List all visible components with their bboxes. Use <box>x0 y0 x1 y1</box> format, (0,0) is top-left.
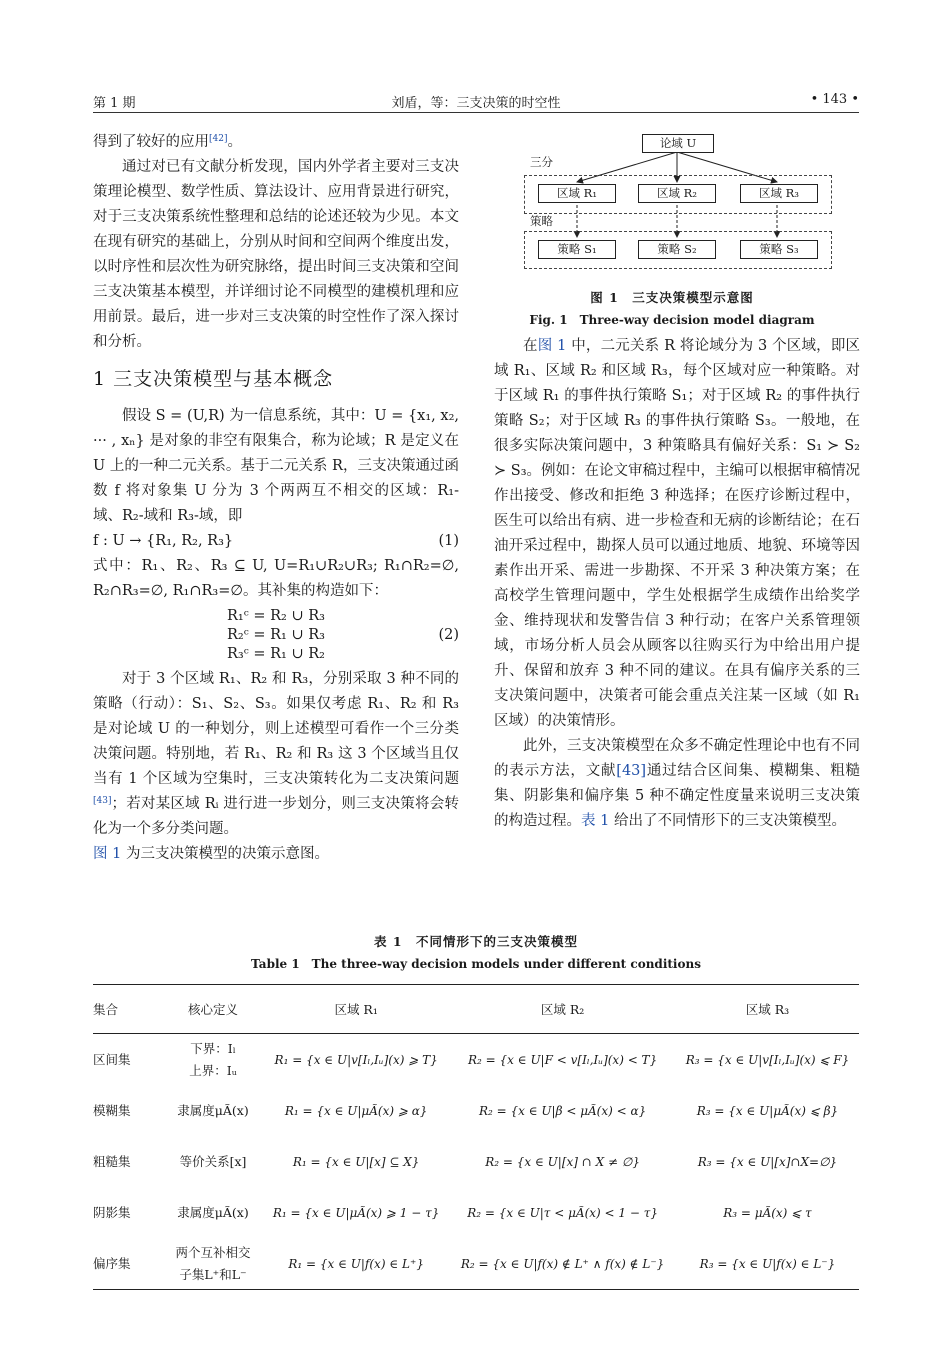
citation-link[interactable]: [43] <box>93 796 112 806</box>
region-r2-def: R₂ = {x ∈ U|β < μÃ(x) < α} <box>478 1103 647 1118</box>
paragraph-uncertainty: 此外，三支决策模型在众多不确定性理论中也有不同的表示方法，文献[43]通过结合区间集、模糊集、粗糙集、阴影集和偏序集 5 种不确定性度量来说明三支决策的构造过程。表 1 给出了不同情形下的三支决策模型。 <box>494 738 861 829</box>
figure-link[interactable]: 图 1 <box>93 846 122 862</box>
region-box-1: 区域 R₁ <box>538 184 616 203</box>
region-r3-def: R₃ = μÃ(x) ⩽ τ <box>723 1205 812 1220</box>
equation-2: R₁ᶜ = R₂ ∪ R₃ R₂ᶜ = R₁ ∪ R₃ R₃ᶜ = R₁ ∪ R₂ (2) <box>227 608 459 662</box>
table-caption-zh: 表 1 不同情形下的三支决策模型 <box>373 934 579 949</box>
table-row <box>93 1085 859 1136</box>
running-title: 刘盾，等：三支决策的时空性 <box>391 96 561 111</box>
table-row <box>93 1238 859 1290</box>
set-name: 区间集 <box>93 1051 131 1067</box>
issue-number: 第 1 期 <box>93 96 136 111</box>
table-row <box>93 1034 859 1086</box>
universe-box: 论域 U <box>642 134 714 153</box>
table-caption-en: Table 1 The three-way decision models under different conditions <box>251 957 701 971</box>
strategy-label: 策略 <box>530 214 553 228</box>
figure-caption-zh: 图 1 三支决策模型示意图 <box>590 290 754 305</box>
region-box-2: 区域 R₂ <box>638 184 716 203</box>
split-label: 三分 <box>530 155 553 169</box>
region-r2-def: R₂ = {x ∈ U|F < v[Iₗ,Iᵤ](x) < T} <box>468 1052 658 1067</box>
region-r1-def: R₁ = {x ∈ U|[x] ⊆ X} <box>292 1154 420 1169</box>
table-row <box>93 1187 859 1238</box>
region-r2-def: R₂ = {x ∈ U|f(x) ∉ L⁺ ∧ f(x) ∉ L⁻} <box>449 1238 676 1290</box>
paragraph-continued: 得到了较好的应用[42]。 <box>93 134 242 150</box>
set-name: 偏序集 <box>93 1238 163 1290</box>
paragraph-definition: 假设 S = (U,R) 为一信息系统，其中：U = {x₁, x₂, ··· , xₙ} 是对象的非空有限集合，称为论域；R 是定义在 U 上的一种二元关系。基于二元关系 R，三支决策通过函数 f 将对象集 U 分为 3 个两两互不相交的区域：R₁-域、R₂-域和 R₃-域，即 <box>93 408 459 524</box>
set-name: 阴影集 <box>93 1204 131 1220</box>
header-cell: 集合 <box>93 985 163 1034</box>
strategy-box-2: 策略 S₂ <box>638 240 716 259</box>
header-cell: 区域 R₃ <box>676 985 859 1034</box>
paragraph-figure-explanation: 在图 1 中，二元关系 R 将论域分为 3 个区域，即区域 R₁、区域 R₂ 和区域 R₃，每个区域对应一种策略。对于区域 R₁ 的事件执行策略 S₁；对于区域 R₂ 的事件执行策略 S₂；对于区域 R₃ 的事件执行策略 S₃。一般地，在很多实际决策问题中，3 种策略具有偏好关系：S₁ ≻ S₂ ≻ S₃。例如：在论文审稿过程中，主编可以根据审稿情况作出接受、修改和拒绝 3 种选择；在医疗诊断过程中，医生可以给出有病、进一步检查和无病的诊断结论；在石油开采过程中，勘探人员可以通过地质、地貌、环境等因素作出开采、需进一步勘探、不开采 3 种决策方案；在高校学生管理问题中，学生处根据学生成绩作出给奖学金、维持现状和发警告信 3 种行动；在客户关系管理领域，市场分析人员会从顾客以往购买行为中给出用户提升、保留和放弃 3 种不同的建议。在具有偏序关系的三支决策问题中，决策者可能会重点关注某一区域（如 R₁ 区域）的决策情形。 <box>494 338 861 729</box>
header-cell: 核心定义 <box>163 985 263 1034</box>
region-r3-def: R₃ = {x ∈ U|[x]∩X=∅} <box>697 1154 838 1169</box>
core-definition: 两个互补相交 子集L⁺和L⁻ <box>163 1238 263 1290</box>
region-box-3: 区域 R₃ <box>740 184 818 203</box>
header-cell: 区域 R₂ <box>449 985 676 1034</box>
header-cell: 区域 R₁ <box>263 985 449 1034</box>
section-title: 1 三支决策模型与基本概念 <box>93 368 334 390</box>
page-number: • 143 • <box>810 92 859 107</box>
citation-link[interactable]: [43] <box>616 763 647 779</box>
citation-link[interactable]: [42] <box>209 134 228 144</box>
core-definition: 隶属度μÃ(x) <box>177 1204 249 1220</box>
core-definition: 等价关系[x] <box>179 1153 247 1169</box>
figure-caption-en: Fig. 1 Three-way decision model diagram <box>529 313 815 327</box>
region-r3-def: R₃ = {x ∈ U|v[Iₗ,Iᵤ](x) ⩽ F} <box>685 1052 850 1067</box>
header-rule <box>93 112 859 113</box>
region-r1-def: R₁ = {x ∈ U|v[Iₗ,Iᵤ](x) ⩾ T} <box>274 1052 438 1067</box>
set-name: 粗糙集 <box>93 1153 131 1169</box>
core-definition: 下界：Iₗ 上界：Iᵤ <box>189 1040 237 1078</box>
paragraph-strategies: 对于 3 个区域 R₁、R₂ 和 R₃，分别采取 3 种不同的策略（行动）：S₁、S₂、S₃。如果仅考虑 R₁、R₂ 和 R₃ 是对论域 U 的一种划分，则上述模型可看作一个三分类决策问题。特别地，若 R₁、R₂ 和 R₃ 这 3 个区域当且仅当有 1 个区域为空集时，三支决策转化为二支决策问题[43]；若对某区域 Rᵢ 进行进一步划分，则三支决策将会转化为一个多分类问题。 <box>93 671 459 837</box>
strategy-box-1: 策略 S₁ <box>538 240 616 259</box>
paragraph-literature: 通过对已有文献分析发现，国内外学者主要对三支决策理论模型、数学性质、算法设计、应用背景进行研究，对于三支决策系统性整理和总结的论述还较为少见。本文在现有研究的基础上，分别从时间和空间两个维度出发，以时序性和层次性为研究脉络，提出时间三支决策和空间三支决策基本模型，并详细讨论不同模型的建模机理和应用前景。最后，进一步对三支决策的时空性作了深入探讨和分析。 <box>93 159 459 350</box>
equation-number: (1) <box>438 533 459 549</box>
right-column <box>494 334 860 834</box>
figure-three-way-diagram <box>522 130 832 270</box>
figure-link[interactable]: 图 1 <box>537 338 567 354</box>
region-r3-def: R₃ = {x ∈ U|f(x) ∈ L⁻} <box>676 1238 859 1290</box>
paragraph-figure-ref: 图 1 为三支决策模型的决策示意图。 <box>93 846 329 862</box>
core-definition: 隶属度μÃ(x) <box>177 1102 249 1118</box>
region-r1-def: R₁ = {x ∈ U|μÃ(x) ⩾ 1 − τ} <box>272 1205 440 1220</box>
table-link[interactable]: 表 1 <box>581 813 610 829</box>
table-header-row <box>93 985 859 1034</box>
left-column <box>93 130 459 867</box>
set-name: 模糊集 <box>93 1102 131 1118</box>
table-row <box>93 1136 859 1187</box>
region-r1-def: R₁ = {x ∈ U|μÃ(x) ⩾ α} <box>284 1103 428 1118</box>
running-header <box>93 88 859 110</box>
region-r1-def: R₁ = {x ∈ U|f(x) ∈ L⁺} <box>263 1238 449 1290</box>
equation-1: f : U → {R₁, R₂, R₃} (1) <box>93 529 459 554</box>
region-r2-def: R₂ = {x ∈ U|[x] ∩ X ≠ ∅} <box>485 1154 640 1169</box>
region-r2-def: R₂ = {x ∈ U|τ < μÃ(x) < 1 − τ} <box>467 1205 658 1220</box>
models-table <box>93 984 859 1290</box>
strategy-box-3: 策略 S₃ <box>740 240 818 259</box>
equation-number: (2) <box>438 627 459 643</box>
paragraph-where: 式中：R₁、R₂、R₃ ⊆ U, U=R₁∪R₂∪R₃; R₁∩R₂=∅, R₂∩R₃=∅, R₁∩R₃=∅。其补集的构造如下： <box>93 558 459 599</box>
region-r3-def: R₃ = {x ∈ U|μÃ(x) ⩽ β} <box>696 1103 839 1118</box>
